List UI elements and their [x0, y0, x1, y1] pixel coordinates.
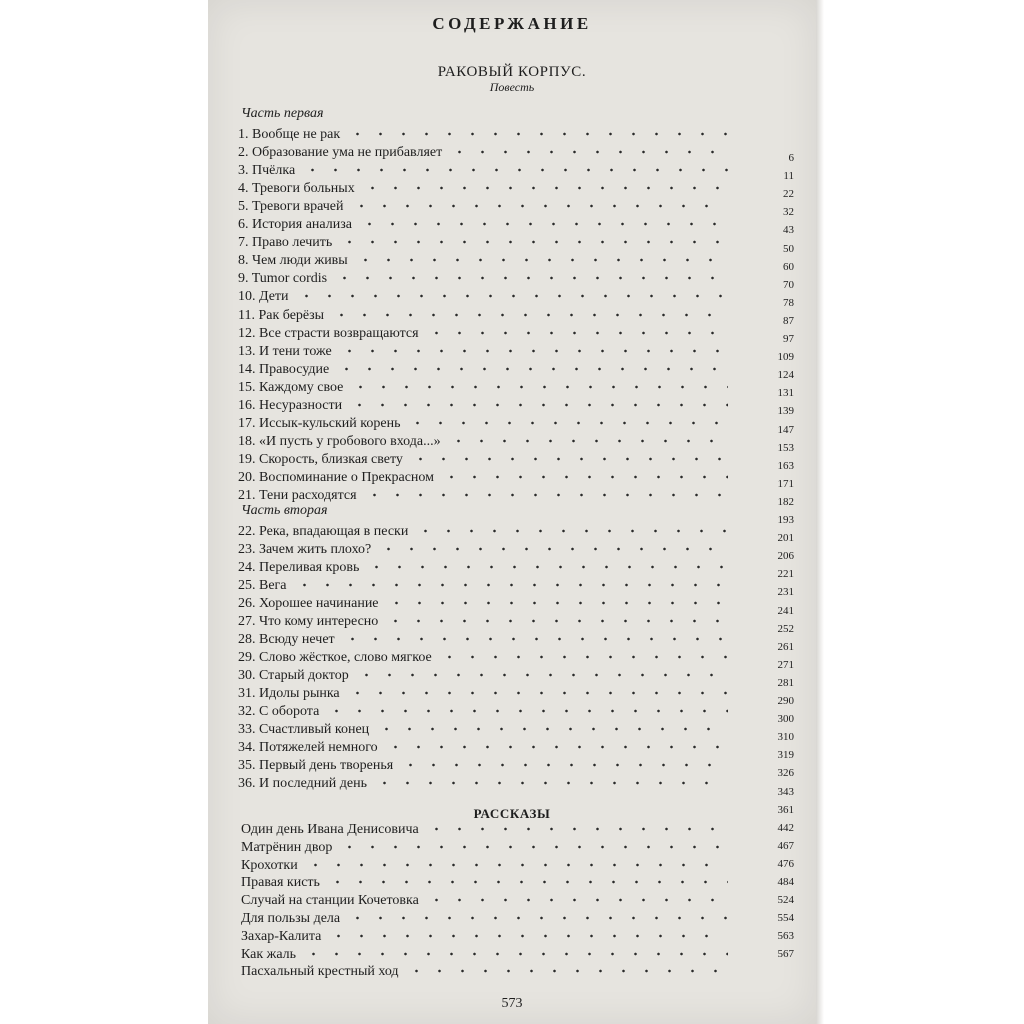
- contents-heading: СОДЕРЖАНИЕ: [432, 14, 592, 33]
- entry-title: 24. Переливая кровь: [238, 560, 360, 575]
- page-number: 271: [777, 658, 794, 671]
- entry-title: 34. Потяжелей немного: [238, 740, 378, 755]
- entry-title: 11. Рак берёзы: [238, 307, 325, 323]
- page-number: 231: [777, 586, 794, 599]
- leader-dots: [346, 691, 728, 695]
- page-number: 70: [783, 278, 794, 291]
- leader-dots: [358, 222, 728, 226]
- page-number: 241: [777, 604, 794, 617]
- part-two-label: Часть вторая: [241, 503, 328, 518]
- entry-title: Захар-Калита: [241, 928, 322, 944]
- page-number: 206: [777, 550, 794, 563]
- leader-dots: [448, 150, 728, 154]
- leader-dots: [373, 781, 728, 785]
- stories-heading: РАССКАЗЫ: [473, 806, 551, 821]
- entry-title: Пасхальный крестный ход: [241, 964, 399, 980]
- entry-title: 32. С оборота: [238, 704, 320, 719]
- page-number: 182: [777, 495, 794, 508]
- work-title: РАКОВЫЙ КОРПУС.: [437, 64, 587, 80]
- page-number: 97: [783, 333, 794, 345]
- entry-title: Один день Ивана Денисовича: [241, 822, 419, 837]
- page-number: 139: [777, 405, 794, 418]
- entry-title: 5. Тревоги врачей: [238, 199, 344, 215]
- entry-title: 28. Всюду нечет: [238, 632, 335, 647]
- page-folio: 573: [501, 996, 523, 1011]
- part-one-label: Часть первая: [241, 106, 324, 121]
- entry-title: 6. История анализа: [238, 217, 352, 233]
- entry-title: 16. Несуразности: [238, 397, 343, 413]
- leader-dots: [377, 547, 728, 551]
- leader-dots: [406, 421, 728, 425]
- entry-title: 30. Старый доктор: [238, 668, 349, 683]
- page-number: 60: [783, 260, 794, 273]
- entry-title: 22. Река, впадающая в пески: [238, 524, 409, 539]
- page-number: 193: [777, 514, 794, 526]
- leader-dots: [338, 240, 728, 244]
- page-number: 32: [783, 206, 794, 219]
- entry-title: 12. Все страсти возвращаются: [238, 325, 419, 341]
- page-number: 300: [777, 713, 794, 726]
- leader-dots: [425, 898, 728, 902]
- entry-title: 18. «И пусть у гробового входа...»: [238, 433, 441, 449]
- leader-dots: [355, 673, 728, 677]
- entry-title: 21. Тени расходятся: [238, 488, 357, 503]
- leader-dots: [363, 493, 728, 497]
- book-page: [208, 0, 816, 1024]
- page-number: 310: [777, 731, 794, 744]
- entry-title: 10. Дети: [238, 289, 289, 305]
- page-number: 163: [777, 459, 794, 472]
- leader-dots: [348, 403, 728, 407]
- leader-dots: [330, 313, 728, 317]
- page-number: 554: [777, 912, 794, 925]
- entry-title: 35. Первый день творенья: [238, 758, 394, 773]
- page-number: 6: [788, 152, 794, 164]
- leader-dots: [425, 331, 728, 335]
- work-subtitle: Повесть: [489, 80, 535, 94]
- leader-dots: [384, 745, 728, 749]
- entry-title: 17. Иссык-кульский корень: [238, 415, 401, 431]
- leader-dots: [338, 349, 728, 353]
- entry-title: Случай на станции Кочетовка: [241, 893, 419, 909]
- page-number: 281: [777, 676, 794, 689]
- leader-dots: [349, 385, 728, 389]
- page-number: 326: [777, 767, 794, 780]
- entry-title: Матрёнин двор: [241, 839, 333, 855]
- leader-dots: [293, 583, 728, 587]
- page-number: 201: [777, 532, 794, 545]
- leader-dots: [325, 709, 728, 713]
- leader-dots: [375, 727, 728, 731]
- page-number: 109: [777, 351, 794, 364]
- leader-dots: [447, 439, 728, 443]
- page-number: 567: [777, 948, 794, 961]
- leader-dots: [384, 619, 728, 623]
- leader-dots: [295, 294, 728, 298]
- entry-title: 7. Право лечить: [238, 235, 333, 251]
- leader-dots: [425, 827, 728, 831]
- leader-dots: [302, 952, 728, 956]
- entry-title: Правая кисть: [241, 875, 320, 891]
- entry-title: 19. Скорость, близкая свету: [238, 451, 403, 467]
- leader-dots: [341, 637, 728, 641]
- leader-dots: [399, 763, 728, 767]
- entry-title: 8. Чем люди живы: [238, 253, 348, 269]
- entry-title: 25. Вега: [238, 578, 287, 593]
- leader-dots: [414, 529, 728, 533]
- leader-dots: [440, 475, 728, 479]
- page-number: 87: [783, 314, 794, 327]
- leader-dots: [335, 367, 728, 371]
- leader-dots: [438, 655, 728, 659]
- entry-title: 15. Каждому свое: [238, 379, 344, 395]
- leader-dots: [346, 132, 728, 136]
- entry-title: 29. Слово жёсткое, слово мягкое: [238, 650, 432, 665]
- page-number: 442: [777, 821, 794, 834]
- entry-title: Для пользы дела: [241, 911, 341, 926]
- entry-title: 20. Воспоминание о Прекрасном: [238, 469, 435, 485]
- leader-dots: [385, 601, 728, 605]
- page-number: 343: [777, 785, 794, 798]
- page-number: 124: [777, 369, 794, 382]
- leader-dots: [405, 969, 728, 973]
- page-number: 524: [777, 894, 794, 907]
- entry-title: 14. Правосудие: [238, 361, 330, 377]
- page-number: 476: [777, 857, 794, 870]
- page-edge-shadow: [816, 0, 824, 1024]
- entry-title: 13. И тени тоже: [238, 343, 332, 359]
- entry-title: 4. Тревоги больных: [238, 181, 355, 197]
- page-number: 221: [777, 568, 794, 581]
- page-number: 252: [777, 622, 794, 635]
- leader-dots: [327, 934, 728, 938]
- entry-title: 31. Идолы рынка: [238, 686, 340, 701]
- entry-title: 33. Счастливый конец: [238, 722, 370, 737]
- leader-dots: [361, 186, 728, 190]
- page-number: 484: [777, 876, 794, 888]
- entry-title: 26. Хорошее начинание: [238, 596, 379, 611]
- page-number: 11: [783, 170, 794, 183]
- page-number: 78: [783, 296, 794, 309]
- entry-title: 23. Зачем жить плохо?: [238, 542, 372, 557]
- entry-title: 3. Пчёлка: [238, 163, 296, 179]
- page-number: 43: [783, 224, 794, 237]
- leader-dots: [409, 457, 728, 461]
- page-number: 22: [783, 188, 794, 201]
- entry-title: Крохотки: [241, 857, 298, 873]
- page-number: 290: [777, 695, 794, 707]
- leader-dots: [354, 258, 728, 262]
- leader-dots: [304, 863, 728, 867]
- page-number: 50: [783, 242, 794, 255]
- page-number: 563: [777, 930, 794, 943]
- leader-dots: [365, 565, 728, 569]
- entry-title: 2. Образование ума не прибавляет: [238, 145, 443, 161]
- entry-title: 36. И последний день: [238, 776, 367, 791]
- leader-dots: [350, 204, 728, 208]
- entry-title: 1. Вообще не рак: [238, 127, 341, 142]
- entry-title: 9. Tumor cordis: [238, 271, 328, 287]
- leader-dots: [346, 916, 728, 920]
- entry-title: 27. Что кому интересно: [238, 614, 379, 629]
- page-number: 319: [777, 749, 794, 762]
- leader-dots: [333, 276, 728, 280]
- page-number: 147: [777, 423, 794, 436]
- page-number: 131: [777, 387, 794, 400]
- entry-title: Как жаль: [241, 946, 297, 962]
- leader-dots: [326, 880, 728, 884]
- leader-dots: [338, 845, 728, 849]
- leader-dots: [301, 168, 728, 172]
- page-number: 171: [777, 477, 794, 490]
- page-number: 361: [777, 803, 794, 816]
- page-number: 467: [777, 839, 794, 852]
- page-number: 153: [777, 441, 794, 454]
- page-number: 261: [777, 640, 794, 653]
